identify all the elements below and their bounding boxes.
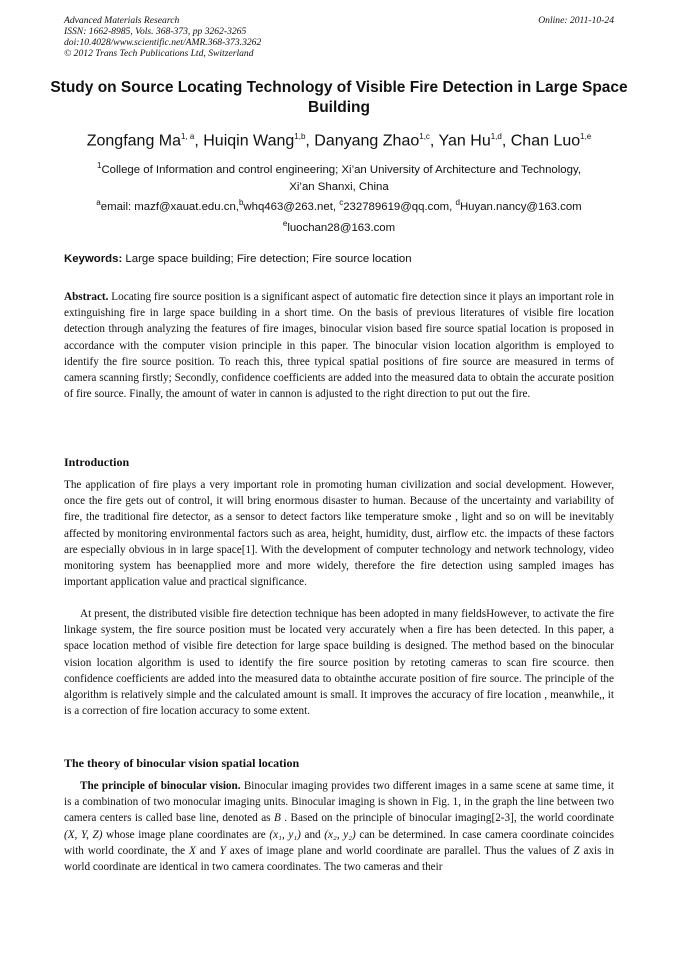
- theory-text: Binocular imaging provides two different images in a same scene at same time, it is a combination of two monocular imaging units. Binocular imaging is shown in Fig. 1, in the graph the line between two camera centers is called base line, denoted as: [64, 780, 614, 825]
- math-Z: Z: [573, 844, 580, 857]
- author-sup: 1,e: [580, 132, 592, 141]
- theory-subheading: The principle of binocular vision.: [80, 780, 241, 792]
- affiliation-line-1: College of Information and control engineering; Xi’an University of Architecture and Technology,: [101, 163, 581, 176]
- email-a: email: mazf@xauat.edu.cn,: [100, 200, 239, 213]
- email-line-2: $^e$luochan28@163.com: [282, 219, 396, 234]
- math-Y: Y: [219, 844, 226, 857]
- author-list: Zongfang Ma$^{1, a}$, Huiqin Wang$^{1,b}$, Danyang Zhao$^{1,c}$, Yan Hu$^{1,d}$, Chan Luo$^{1,e}$: [86, 132, 592, 150]
- affiliation: [40, 157, 638, 196]
- email-b: whq463@263.net,: [243, 200, 340, 213]
- author-name: Yan Hu: [438, 132, 491, 150]
- theory-text: . Based on the principle of binocular imaging[2-3], the world coordinate: [280, 812, 614, 825]
- issn-line: ISSN: 1662-8985, Vols. 368-373, pp 3262-3265: [64, 26, 247, 37]
- math-X: X: [188, 844, 196, 857]
- math-B: B: [273, 812, 281, 825]
- author-sup: 1,c: [419, 132, 430, 141]
- math-coordinate-1: (x₁, y₁): [269, 828, 301, 841]
- theory-heading: The theory of binocular vision spatial location: [64, 756, 300, 770]
- keywords-label: Keywords:: [64, 253, 123, 265]
- keywords-text: Large space building; Fire detection; Fire source location: [122, 253, 412, 265]
- affiliation-sup: 1: [97, 161, 102, 170]
- copyright-line: © 2012 Trans Tech Publications Ltd, Switzerland: [64, 48, 254, 59]
- math-world-coordinate: (X, Y, Z): [64, 828, 103, 841]
- abstract: [64, 289, 614, 402]
- introduction-paragraph-2: At present, the distributed visible fire detection technique has been adopted in many fieldsHowever, to activate the fire linkage system, the fire source position must be located very accurately when a fire has been detected. In this paper, a space location method of visible fire detection for large space building is designed. The method based on the binocular vision location algorithm is used to identify the fire source position by retoting cameras to scan fire scource. then confidence coefficients are added into the measured data to obtainthe accurate position of fire source. The principle of the algorithm is relatively simple and the calculated amount is small. It improves the accuracy of fire location , meanwhile,, it is a correction of fire location accuracy to some extent.: [64, 608, 614, 718]
- theory-text: and: [195, 844, 220, 857]
- theory-text: and: [300, 828, 325, 841]
- author-name: Chan Luo: [510, 132, 581, 150]
- introduction-paragraph-1: The application of fire plays a very important role in promoting human civilization and social development. However, once the fire gets out of control, it will bring enormous disaster to human. Because of the uncertainty and variability of fire, the traditional fire detector, as a sensor to detect factors like temperature smoke , light and so on will be inevitably affected by monitoring environmental factors such as area, height, humidity, dust, airflow etc. the impacts of these factors are especially obvious in in large space[1]. With the development of computer technology and network technology, video monitoring system has beenapplied more and more widely, therefore the fire detection using sampled images has important application value and practical significance.: [64, 479, 614, 589]
- author-sup: 1, a: [181, 132, 195, 141]
- author-name: Zongfang Ma: [86, 132, 182, 150]
- journal-header: [64, 15, 614, 59]
- author-name: Huiqin Wang: [203, 132, 295, 150]
- math-coordinate-2: (x₂, y₂): [324, 828, 356, 841]
- email-c: 232789619@qq.com,: [343, 200, 456, 213]
- author-name: Danyang Zhao: [314, 132, 420, 150]
- abstract-label: Abstract.: [64, 291, 109, 303]
- affiliation-line-2: Xi’an Shanxi, China: [289, 180, 389, 193]
- paper-title: Study on Source Locating Technology of Visible Fire Detection in Large Space Building: [50, 79, 628, 116]
- keywords: [64, 251, 624, 268]
- author-sup: 1,b: [294, 132, 306, 141]
- theory-paragraph: [64, 778, 614, 875]
- theory-text: axis in world coordinate are identical in two camera coordinates. The two cameras and their: [64, 844, 614, 874]
- theory-text: can be determined. In case camera coordinate coincides with world coordinate, the: [64, 828, 614, 857]
- abstract-text: Locating fire source position is a significant aspect of automatic fire detection since it plays an important role in extinguishing fire in large space building in a short time. On the basis of previous literatures of visible fire location detection through analyzing the features of fire images, binocular vision based fire source spatial location is proposed in accordance with the computer vision principle in this paper. The binocular vision location algorithm is employed to identify the fire source position. To reach this, three typical spatial positions of fire source are measured in terms of camera scanning firstly; Secondly, confidence coefficients are added into the measured data to obtain the accurate position of fire source. Finally, the amount of water in cannon is adjusted to the right direction to put out the fire.: [64, 291, 614, 401]
- email-line: $^a$email: mazf@xauat.edu.cn,$^b$whq463@263.net, $^c$232789619@qq.com, $^d$Huyan.nancy@163.com: [96, 198, 582, 213]
- doi-line: doi:10.4028/www.scientific.net/AMR.368-373.3262: [64, 37, 262, 48]
- journal-name: Advanced Materials Research: [64, 15, 180, 26]
- introduction-heading: Introduction: [64, 455, 130, 469]
- email-e: luochan28@163.com: [287, 221, 396, 234]
- author-sup: 1,d: [490, 132, 502, 141]
- theory-text: whose image plane coordinates are: [102, 828, 270, 841]
- online-date: Online: 2011-10-24: [538, 15, 614, 26]
- theory-text: axes of image plane and world coordinate are parallel. Thus the values of: [225, 844, 574, 857]
- email-d: Huyan.nancy@163.com: [459, 200, 582, 213]
